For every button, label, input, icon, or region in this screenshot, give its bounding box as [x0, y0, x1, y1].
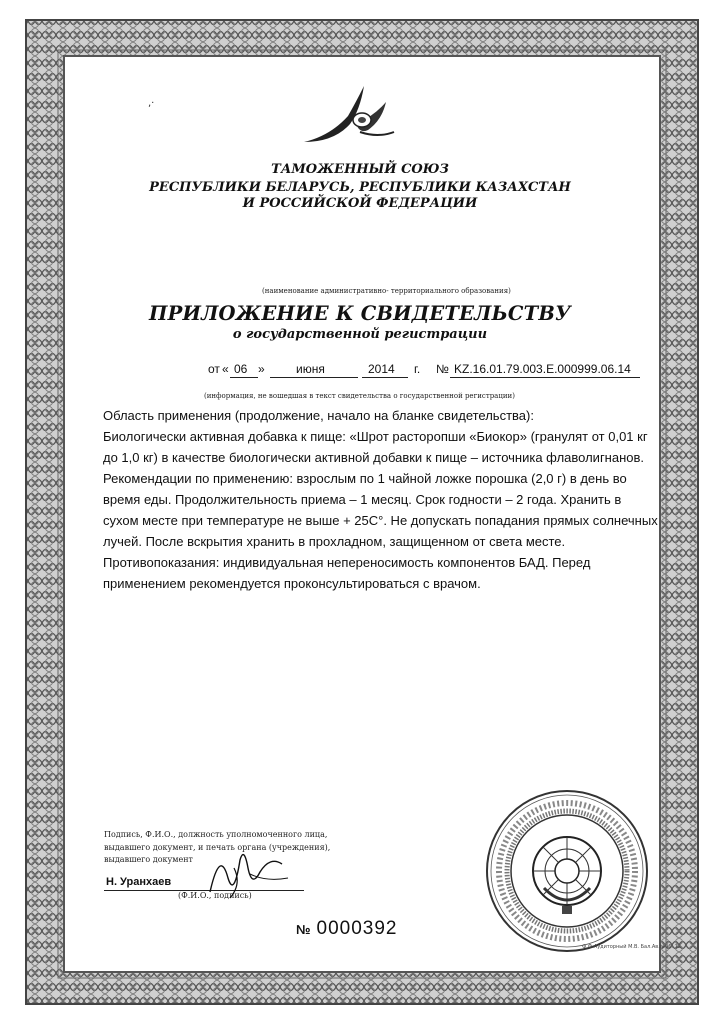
- signature-label-line-2: выдавшего документ, и печать органа (учреждения),: [104, 843, 331, 852]
- date-open-quote: «: [222, 362, 229, 376]
- certificate-body: [103, 405, 658, 594]
- date-year: 2014: [368, 362, 395, 376]
- date-prefix: от: [208, 362, 220, 376]
- fio-note: (Ф.И.О., подпись): [178, 891, 252, 900]
- serial-number: [296, 918, 397, 940]
- admin-territory-note: (наименование административно- территориального образования): [262, 287, 511, 295]
- product-description-paragraph: Биологически активная добавка к пище: «Шрот расторопши «Биокор» (гранулят от 0,01 кг до 1,0 кг) в качестве биологически активной добавки к пище – источника флаволигнанов.: [103, 429, 648, 465]
- document-title: ПРИЛОЖЕНИЕ К СВИДЕТЕЛЬСТВУ: [148, 302, 572, 325]
- customs-union-emblem-icon: [290, 80, 410, 160]
- signer-name: Н. Уранхаев: [106, 876, 172, 888]
- header-line-1: ТАМОЖЕННЫЙ СОЮЗ: [271, 162, 449, 177]
- date-day: 06: [234, 362, 248, 376]
- date-month: июня: [296, 362, 325, 376]
- usage-recommendations-paragraph: Рекомендации по применению: взрослым по 1 чайной ложке порошка (2,0 г) в день во время еды. Продолжительность приема – 1 месяц. Срок годности – 2 года. Хранить в сухом месте при температуре не выше + 25С°. Не допускать попадания прямых солнечных лучей. После вскрытия хранить в прохладном, защищенном от света месте.: [103, 471, 658, 549]
- document-subtitle: о государственной регистрации: [232, 327, 488, 342]
- info-note: (информация, не вошедшая в текст свидетельства о государственной регистрации): [204, 392, 515, 400]
- application-area-paragraph: Область применения (продолжение, начало на бланке свидетельства):: [103, 408, 534, 423]
- registration-date-line: [0, 362, 724, 382]
- date-year-suffix: г.: [414, 362, 421, 376]
- kazakhstan-state-seal-icon: [484, 788, 650, 954]
- number-sign: №: [436, 362, 449, 376]
- registration-number: KZ.16.01.79.003.E.000999.06.14: [454, 362, 631, 376]
- print-info: Ф.Ф.Аудиторный М.В. Бал.Ав.№06. 12: [582, 944, 681, 950]
- serial-value: 0000392: [316, 918, 398, 939]
- date-close-quote: »: [258, 362, 265, 376]
- header-line-2: РЕСПУБЛИКИ БЕЛАРУСЬ, РЕСПУБЛИКИ КАЗАХСТАН: [149, 180, 571, 195]
- signature-label-line-3: выдавшего документ: [104, 855, 193, 864]
- serial-prefix: №: [296, 922, 311, 937]
- scan-mark: ,·: [148, 98, 155, 109]
- header-line-3: И РОССИЙСКОЙ ФЕДЕРАЦИИ: [242, 196, 478, 211]
- handwritten-signature: [190, 838, 300, 908]
- contraindications-paragraph: Противопоказания: индивидуальная непереносимость компонентов БАД. Перед применением рекомендуется проконсультироваться с врачом.: [103, 555, 591, 591]
- signature-label-line-1: Подпись, Ф.И.О., должность уполномоченного лица,: [104, 830, 328, 839]
